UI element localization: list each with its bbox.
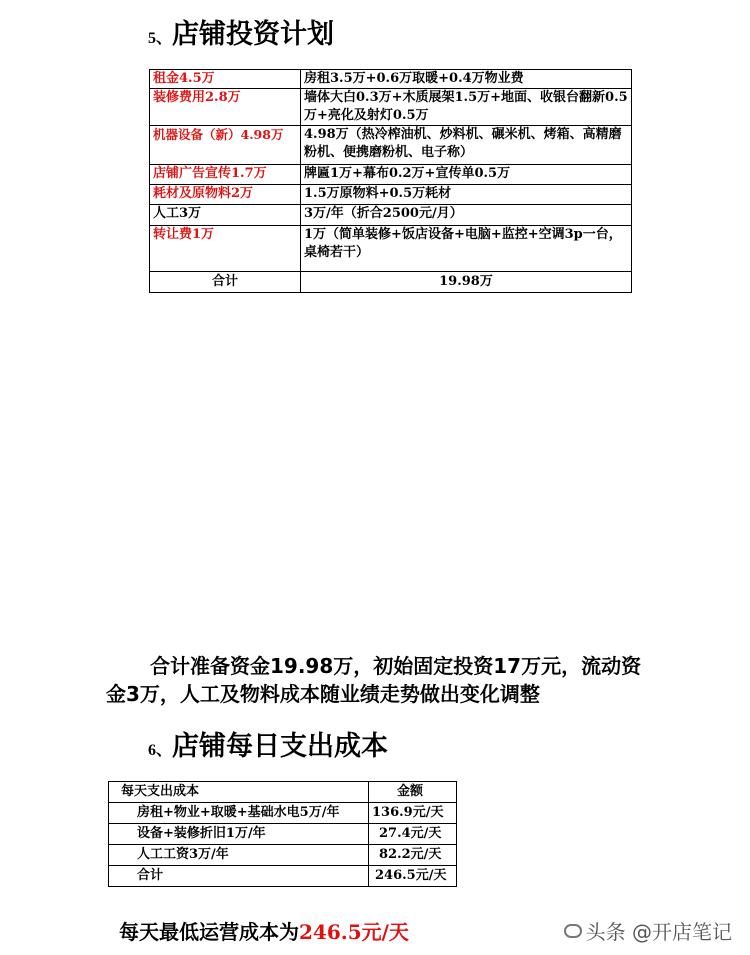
daily-total-amount: 246.5元/天 [369, 866, 457, 887]
investment-detail: 墙体大白0.3万+木质展架1.5万+地面、收银台翻新0.5万+亮化及射灯0.5万 [301, 89, 632, 126]
min-cost-line [119, 916, 409, 945]
investment-detail: 4.98万（热冷榨油机、炒料机、碾米机、烤箱、高精磨粉机、便携磨粉机、电子称） [301, 126, 632, 165]
daily-total-label: 合计 [109, 866, 369, 887]
investment-detail: 1万（简单装修+饭店设备+电脑+监控+空调3p一台，桌椅若干） [301, 226, 632, 272]
investment-item: 店铺广告宣传1.7万 [150, 165, 301, 185]
table-row [150, 165, 632, 185]
table-row [150, 89, 632, 126]
investment-item: 机器设备（新）4.98万 [150, 126, 301, 165]
daily-item: 人工工资3万/年 [109, 845, 369, 866]
investment-item: 租金4.5万 [150, 70, 301, 89]
investment-detail: 1.5万原物料+0.5万耗材 [301, 185, 632, 205]
section-5-title: 店铺投资计划 [172, 19, 335, 50]
table-row [150, 185, 632, 205]
table-row [109, 845, 457, 866]
table-row [150, 226, 632, 272]
table-row [109, 824, 457, 845]
investment-item: 人工3万 [150, 205, 301, 226]
daily-amount: 82.2元/天 [369, 845, 457, 866]
daily-amount: 136.9元/天 [369, 803, 457, 824]
investment-table [149, 69, 632, 293]
investment-item: 耗材及原物料2万 [150, 185, 301, 205]
watermark-text: 头条 @开店笔记 [585, 920, 732, 944]
min-cost-prefix: 每天最低运营成本为 [119, 920, 299, 944]
daily-header-item: 每天支出成本 [109, 782, 369, 803]
watermark [564, 916, 732, 945]
investment-item: 装修费用2.8万 [150, 89, 301, 126]
table-row [150, 205, 632, 226]
daily-amount: 27.4元/天 [369, 824, 457, 845]
investment-item: 转让费1万 [150, 226, 301, 272]
table-row [150, 126, 632, 165]
daily-item: 房租+物业+取暖+基础水电5万/年 [109, 803, 369, 824]
toutiao-logo-icon [564, 924, 582, 938]
section-5-number: 5、 [148, 30, 173, 47]
section-6-heading [148, 724, 388, 763]
investment-detail: 3万/年（折合2500元/月） [301, 205, 632, 226]
investment-detail: 牌匾1万+幕布0.2万+宣传单0.5万 [301, 165, 632, 185]
table-header-row [109, 782, 457, 803]
daily-item: 设备+装修折旧1万/年 [109, 824, 369, 845]
investment-total-value: 19.98万 [301, 272, 632, 293]
investment-detail: 房租3.5万+0.6万取暖+0.4万物业费 [301, 70, 632, 89]
section-6-title: 店铺每日支出成本 [172, 731, 389, 762]
daily-cost-table [108, 781, 457, 887]
daily-header-amount: 金额 [369, 782, 457, 803]
table-row [109, 803, 457, 824]
table-total-row [109, 866, 457, 887]
table-total-row [150, 272, 632, 293]
investment-total-label: 合计 [150, 272, 301, 293]
min-cost-value: 246.5元/天 [299, 920, 409, 944]
section-6-number: 6、 [148, 742, 173, 759]
section-5-heading [148, 12, 334, 51]
summary-paragraph: 合计准备资金19.98万，初始固定投资17万元，流动资金3万，人工及物料成本随业绩走势做出变化调整 [106, 654, 642, 706]
table-row [150, 70, 632, 89]
